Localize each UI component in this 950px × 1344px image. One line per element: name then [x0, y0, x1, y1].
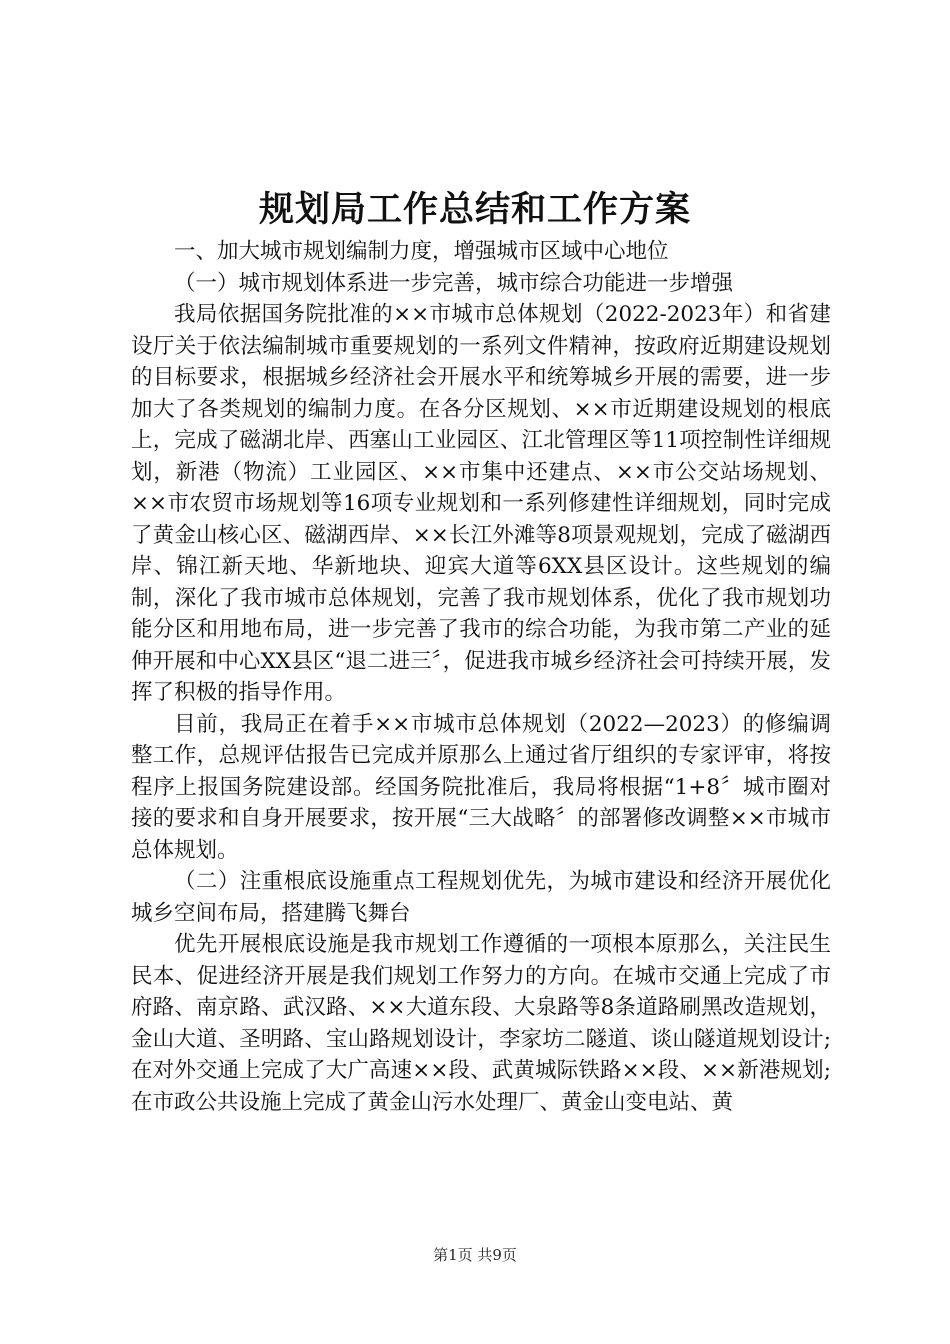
page-number-footer: 第1页 共9页: [433, 1246, 517, 1264]
document-title: 规划局工作总结和工作方案: [258, 189, 691, 230]
subsection-heading: （一）城市规划体系进一步完善，城市综合功能进一步增强: [174, 270, 734, 296]
body-paragraph: 我局依据国务院批准的××市城市总体规划（2022-2023年）和省建设厅关于依法编制城市重要规划的一系列文件精神，按政府近期建设规划的目标要求，根据城乡经济社会开展水平和统筹城乡开展的需要，进一步加大了各类规划的编制力度。在各分区规划、××市近期建设规划的根底上，完成了磁湖北岸、西塞山工业园区、江北管理区等11项控制性详细规划，新港（物流）工业园区、××市集中还建点、××市公交站场规划、××市农贸市场规划等16项专业规划和一系列修建性详细规划，同时完成了黄金山核心区、磁湖西岸、××长江外滩等8项景观规划，完成了磁湖西岸、锦江新天地、华新地块、迎宾大道等6XX县区设计。这些规划的编制，深化了我市城市总体规划，完善了我市规划体系，优化了我市规划功能分区和用地布局，进一步完善了我市的综合功能，为我市第二产业的延伸开展和中心XX县区“退二进三〞，促进我市城乡经济社会可持续开展，发挥了积极的指导作用。: [131, 302, 831, 705]
section-heading: 一、加大城市规划编制力度，增强城市区域中心地位: [174, 239, 669, 264]
subsection-heading: （二）注重根底设施重点工程规划优先，为城市建设和经济开展优化城乡空间布局，搭建腾飞舞台: [131, 869, 831, 926]
body-paragraph: 优先开展根底设施是我市规划工作遵循的一项根本原那么，关注民生民本、促进经济开展是我们规划工作努力的方向。在城市交通上完成了市府路、南京路、武汉路、××大道东段、大泉路等8条道路刷黑改造规划，金山大道、圣明路、宝山路规划设计，李家坊二隧道、谈山隧道规划设计;在对外交通上完成了大广高速××段、武黄城际铁路××段、××新港规划;在市政公共设施上完成了黄金山污水处理厂、黄金山变电站、黄: [131, 932, 831, 1115]
document-body: [131, 236, 831, 1118]
body-paragraph: 目前，我局正在着手××市城市总体规划（2022—2023）的修编调整工作，总规评估报告已完成并原那么上通过省厅组织的专家评审，将按程序上报国务院建设部。经国务院批准后，我局将根据“1+8〞城市圈对接的要求和自身开展要求，按开展“三大战略〞的部署修改调整××市城市总体规划。: [131, 711, 831, 863]
